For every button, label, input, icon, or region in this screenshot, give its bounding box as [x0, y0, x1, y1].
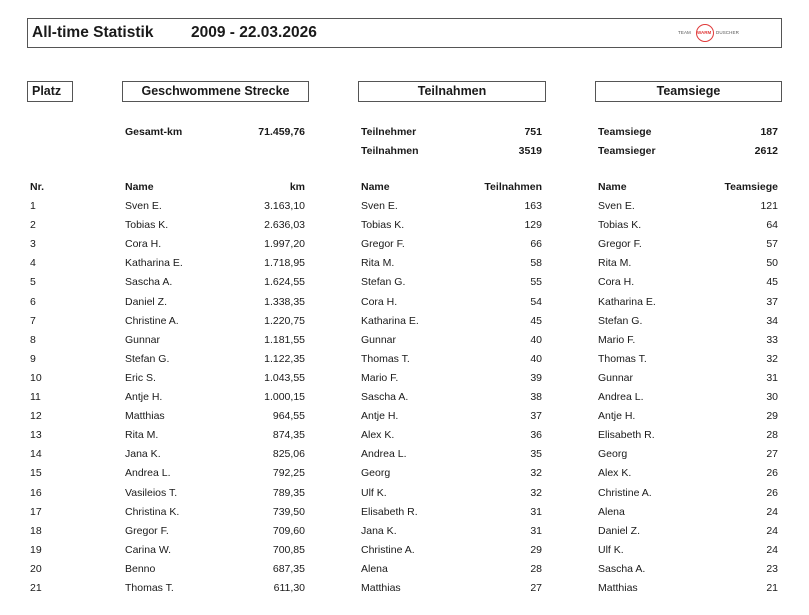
col-ts: Teamsiege	[724, 181, 778, 193]
cell-tn-name: Rita M.	[361, 257, 395, 270]
cell-km: 687,35	[272, 562, 305, 575]
cell-tn-name: Stefan G.	[361, 276, 406, 289]
cell-ts: 57	[766, 238, 778, 251]
cell-tn-name: Tobias K.	[361, 219, 405, 232]
cell-nr: 6	[30, 295, 36, 308]
logo-text-left: TEAM	[678, 30, 691, 35]
cell-km-name: Andrea L.	[125, 467, 171, 480]
cell-nr: 3	[30, 238, 36, 251]
section-teilnahmen: Teilnahmen	[358, 81, 546, 102]
cell-km: 792,25	[272, 467, 305, 480]
cell-nr: 17	[30, 505, 42, 518]
cell-km: 1.624,55	[264, 276, 305, 289]
cell-ts: 34	[766, 314, 778, 327]
cell-tn-name: Alena	[361, 562, 388, 575]
section-platz: Platz	[27, 81, 73, 102]
cell-ts-name: Alex K.	[598, 467, 632, 480]
cell-km: 1.220,75	[264, 314, 305, 327]
cell-tn-name: Andrea L.	[361, 448, 407, 461]
cell-ts: 64	[766, 219, 778, 232]
cell-km-name: Daniel Z.	[125, 295, 168, 308]
cell-ts: 50	[766, 257, 778, 270]
cell-km: 739,50	[272, 505, 305, 518]
cell-tn: 163	[524, 200, 542, 212]
cell-ts-name: Cora H.	[598, 276, 635, 289]
cell-km-name: Jana K.	[125, 448, 161, 461]
cell-ts-name: Alena	[598, 505, 625, 518]
cell-km-name: Tobias K.	[125, 219, 169, 232]
cell-ts-name: Sven E.	[598, 200, 635, 212]
teamsiege-value: 187	[760, 126, 778, 138]
cell-ts: 31	[766, 371, 778, 384]
cell-tn-name: Antje H.	[361, 410, 399, 423]
cell-nr: 20	[30, 562, 42, 575]
cell-tn-name: Ulf K.	[361, 486, 387, 499]
cell-tn-name: Gunnar	[361, 333, 397, 346]
cell-tn-name: Gregor F.	[361, 238, 405, 251]
cell-tn: 28	[530, 562, 542, 575]
cell-km-name: Cora H.	[125, 238, 162, 251]
teilnehmer-label: Teilnehmer	[361, 126, 417, 138]
cell-tn: 45	[530, 314, 542, 327]
cell-ts: 37	[766, 295, 778, 308]
cell-km-name: Christine A.	[125, 314, 179, 327]
cell-ts: 27	[766, 448, 778, 461]
cell-tn-name: Sven E.	[361, 200, 398, 212]
cell-tn-name: Katharina E.	[361, 314, 419, 327]
cell-km-name: Thomas T.	[125, 582, 174, 594]
cell-tn: 31	[530, 524, 542, 537]
cell-tn: 58	[530, 257, 542, 270]
cell-ts-name: Tobias K.	[598, 219, 642, 232]
cell-nr: 18	[30, 524, 42, 537]
cell-tn-name: Jana K.	[361, 524, 397, 537]
cell-km: 1.122,35	[264, 352, 305, 365]
cell-ts: 24	[766, 543, 778, 556]
cell-tn: 38	[530, 391, 542, 403]
teilnahmen-label: Teilnahmen	[361, 145, 419, 157]
title-box	[27, 18, 782, 48]
col-km: km	[289, 181, 305, 193]
cell-km: 709,60	[272, 524, 305, 537]
cell-km: 1.718,95	[264, 257, 305, 270]
cell-tn: 31	[530, 505, 542, 518]
cell-km-name: Sascha A.	[125, 276, 173, 289]
section-teamsiege: Teamsiege	[595, 81, 782, 102]
cell-km-name: Gregor F.	[125, 524, 169, 537]
cell-nr: 5	[30, 276, 36, 289]
cell-km: 1.043,55	[264, 371, 305, 384]
cell-tn: 32	[530, 486, 542, 499]
teamsieger-label: Teamsieger	[598, 145, 656, 157]
cell-nr: 21	[30, 582, 42, 594]
cell-ts-name: Antje H.	[598, 410, 636, 423]
cell-ts: 121	[760, 200, 778, 212]
page-title: All-time Statistik	[32, 24, 154, 41]
cell-km-name: Benno	[125, 562, 156, 575]
cell-ts-name: Elisabeth R.	[598, 429, 655, 442]
teilnahmen-value: 3519	[518, 145, 542, 157]
cell-km-name: Christina K.	[125, 505, 180, 518]
col-tn-name: Name	[361, 181, 390, 193]
cell-ts-name: Gunnar	[598, 371, 634, 384]
cell-nr: 13	[30, 429, 42, 442]
col-tn: Teilnahmen	[484, 181, 542, 193]
cell-tn: 36	[530, 429, 542, 442]
cell-tn: 40	[530, 352, 542, 365]
cell-ts-name: Matthias	[598, 582, 638, 594]
cell-tn-name: Cora H.	[361, 295, 398, 308]
cell-km-name: Gunnar	[125, 333, 161, 346]
cell-km-name: Sven E.	[125, 200, 162, 212]
cell-ts: 23	[766, 562, 778, 575]
cell-ts-name: Gregor F.	[598, 238, 642, 251]
cell-tn-name: Georg	[361, 467, 391, 480]
cell-nr: 9	[30, 352, 36, 365]
col-km-name: Name	[125, 181, 154, 193]
cell-ts-name: Rita M.	[598, 257, 632, 270]
team-logo	[668, 24, 778, 44]
cell-km-name: Carina W.	[125, 543, 172, 556]
cell-nr: 19	[30, 543, 42, 556]
cell-ts-name: Christine A.	[598, 486, 652, 499]
cell-ts-name: Thomas T.	[598, 352, 647, 365]
cell-nr: 8	[30, 333, 36, 346]
cell-km: 1.000,15	[264, 391, 305, 403]
cell-tn-name: Sascha A.	[361, 391, 409, 403]
cell-ts: 21	[766, 582, 778, 594]
col-ts-name: Name	[598, 181, 627, 193]
cell-tn-name: Mario F.	[361, 371, 399, 384]
date-range: 2009 - 22.03.2026	[191, 24, 317, 41]
cell-nr: 1	[30, 200, 36, 212]
cell-ts-name: Stefan G.	[598, 314, 643, 327]
cell-nr: 7	[30, 314, 36, 327]
cell-ts-name: Ulf K.	[598, 543, 624, 556]
cell-ts-name: Andrea L.	[598, 391, 644, 403]
cell-km: 700,85	[272, 543, 305, 556]
cell-ts: 28	[766, 429, 778, 442]
cell-tn: 40	[530, 333, 542, 346]
cell-nr: 11	[30, 391, 41, 403]
cell-km: 3.163,10	[264, 200, 305, 212]
cell-ts: 26	[766, 467, 778, 480]
cell-km: 2.636,03	[264, 219, 305, 232]
cell-ts: 24	[766, 524, 778, 537]
gesamt-km-value: 71.459,76	[258, 126, 305, 138]
cell-tn-name: Matthias	[361, 582, 401, 594]
cell-ts-name: Katharina E.	[598, 295, 656, 308]
cell-tn: 66	[530, 238, 542, 251]
cell-ts: 32	[766, 352, 778, 365]
cell-ts: 26	[766, 486, 778, 499]
gesamt-km-label: Gesamt-km	[125, 126, 183, 138]
cell-tn-name: Elisabeth R.	[361, 505, 418, 518]
cell-km-name: Vasileios T.	[125, 486, 178, 499]
cell-tn: 27	[530, 582, 542, 594]
cell-tn: 39	[530, 371, 542, 384]
cell-nr: 4	[30, 257, 36, 270]
teamsieger-value: 2612	[754, 145, 778, 157]
cell-nr: 2	[30, 219, 36, 232]
cell-tn-name: Thomas T.	[361, 352, 410, 365]
cell-tn: 29	[530, 543, 542, 556]
cell-ts: 29	[766, 410, 778, 423]
cell-ts: 45	[766, 276, 778, 289]
cell-nr: 10	[30, 371, 42, 384]
cell-tn-name: Alex K.	[361, 429, 395, 442]
cell-tn-name: Christine A.	[361, 543, 415, 556]
cell-tn: 55	[530, 276, 542, 289]
cell-km-name: Matthias	[125, 410, 165, 423]
logo-text-right: DUSCHER	[716, 30, 739, 35]
cell-km-name: Rita M.	[125, 429, 159, 442]
cell-km: 1.181,55	[264, 333, 305, 346]
cell-tn: 129	[524, 219, 542, 232]
cell-km: 789,35	[272, 486, 305, 499]
cell-km: 1.997,20	[264, 238, 305, 251]
cell-km-name: Stefan G.	[125, 352, 170, 365]
cell-nr: 16	[30, 486, 42, 499]
teilnehmer-value: 751	[524, 126, 542, 138]
cell-km: 1.338,35	[264, 295, 305, 308]
cell-tn: 35	[530, 448, 542, 461]
section-strecke: Geschwommene Strecke	[122, 81, 309, 102]
cell-km-name: Katharina E.	[125, 257, 183, 270]
cell-nr: 15	[30, 467, 42, 480]
teamsiege-label: Teamsiege	[598, 126, 652, 138]
cell-ts-name: Daniel Z.	[598, 524, 641, 537]
cell-tn: 54	[530, 295, 542, 308]
cell-nr: 12	[30, 410, 42, 423]
cell-km: 874,35	[272, 429, 305, 442]
cell-km-name: Eric S.	[125, 371, 156, 384]
cell-ts-name: Georg	[598, 448, 628, 461]
cell-tn: 32	[530, 467, 542, 480]
col-nr: Nr.	[30, 181, 45, 193]
cell-ts: 33	[766, 333, 778, 346]
cell-km: 964,55	[272, 410, 305, 423]
cell-ts: 24	[766, 505, 778, 518]
cell-nr: 14	[30, 448, 42, 461]
cell-km: 825,06	[272, 448, 305, 461]
cell-km-name: Antje H.	[125, 391, 163, 403]
logo-text-middle: WARM	[697, 30, 712, 35]
cell-km: 611,30	[273, 582, 305, 594]
cell-ts: 30	[766, 391, 778, 403]
cell-ts-name: Mario F.	[598, 333, 636, 346]
cell-tn: 37	[530, 410, 542, 423]
cell-ts-name: Sascha A.	[598, 562, 646, 575]
